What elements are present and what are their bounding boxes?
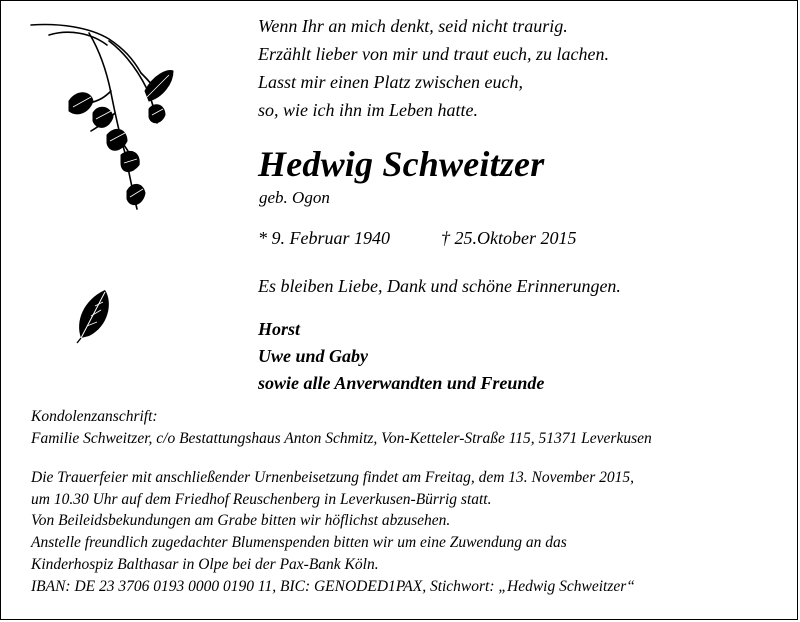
death-date: † 25.Oktober 2015 [441, 228, 577, 248]
poem-line: Erzählt lieber von mir und traut euch, zu lachen. [258, 44, 609, 64]
poem-line: so, wie ich ihn im Leben hatte. [258, 100, 478, 120]
mourner: sowie alle Anverwandten und Freunde [258, 373, 545, 393]
falling-leaf-illustration [71, 286, 119, 344]
poem-line: Wenn Ihr an mich denkt, seid nicht traurig. [258, 16, 568, 36]
birth-date: * 9. Februar 1940 [258, 228, 390, 248]
service-details [31, 467, 635, 597]
birch-branch-illustration [29, 13, 179, 228]
service-line: Anstelle freundlich zugedachter Blumenspenden bitten wir um eine Zuwendung an das [31, 534, 567, 552]
bank-details: IBAN: DE 23 3706 0193 0000 0190 11, BIC: GENODED1PAX, Stichwort: „Hedwig Schweitzer“ [31, 577, 635, 595]
poem-line: Lasst mir einen Platz zwischen euch, [258, 72, 523, 92]
condolence-address-line: Familie Schweitzer, c/o Bestattungshaus Anton Schmitz, Von-Ketteler-Straße 115, 51371 Leverkusen [31, 430, 652, 447]
deceased-name: Hedwig Schweitzer [258, 144, 545, 184]
poem-verse [258, 12, 609, 124]
service-line: um 10.30 Uhr auf dem Friedhof Reuschenberg in Leverkusen-Bürrig statt. [31, 490, 492, 508]
maiden-name: geb. Ogon [259, 188, 330, 207]
mourner: Horst [258, 319, 301, 339]
service-line: Die Trauerfeier mit anschließender Urnenbeisetzung findet am Freitag, dem 13. November 2015, [31, 469, 634, 486]
service-line: Kinderhospiz Balthasar in Olpe bei der Pax-Bank Köln. [31, 555, 379, 573]
life-dates [258, 228, 577, 249]
condolence-label: Kondolenzanschrift: [31, 408, 158, 425]
condolence-address [31, 406, 652, 450]
mourners-list [258, 316, 544, 397]
mourner: Uwe und Gaby [258, 346, 369, 366]
service-line: Von Beileidsbekundungen am Grabe bitten wir höflichst abzusehen. [31, 512, 451, 530]
closing-line: Es bleiben Liebe, Dank und schöne Erinnerungen. [258, 276, 621, 296]
